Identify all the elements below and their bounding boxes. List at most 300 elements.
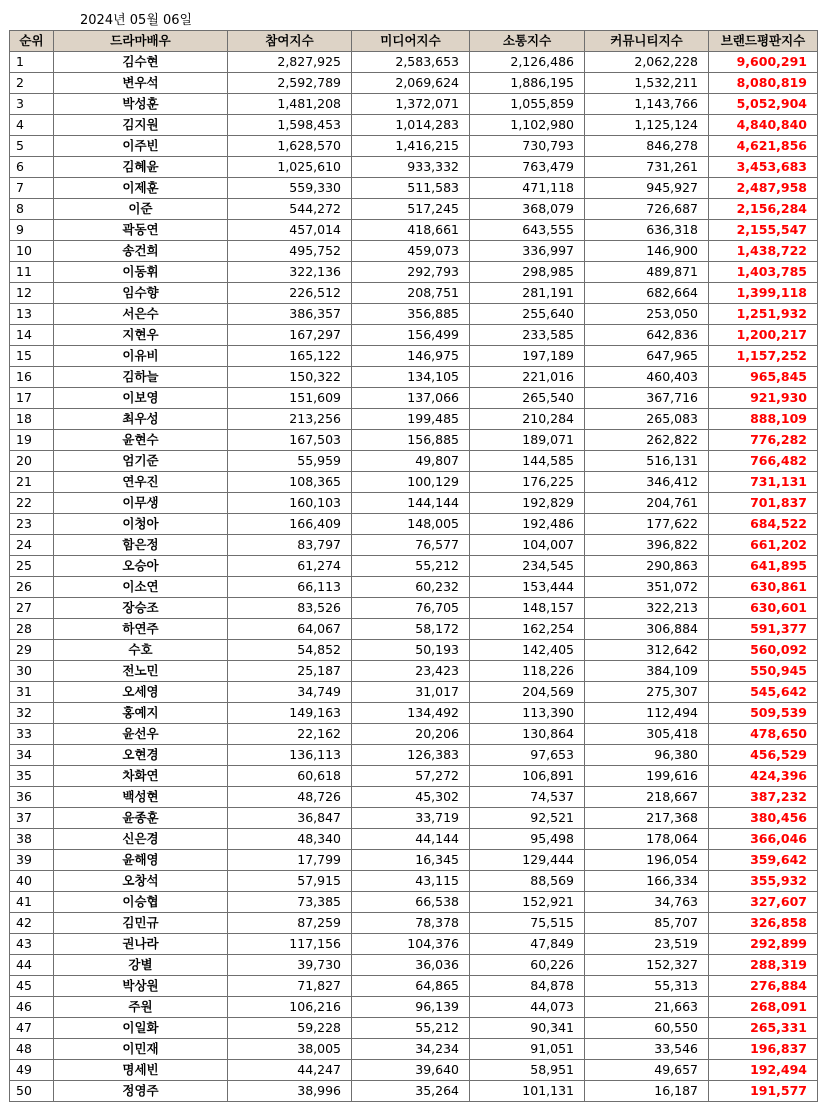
communication-cell: 84,878 — [470, 976, 585, 997]
participation-cell: 150,322 — [228, 367, 352, 388]
table-row — [10, 997, 818, 1018]
brand-reputation-cell: 550,945 — [709, 661, 818, 682]
table-row — [10, 535, 818, 556]
media-cell: 16,345 — [352, 850, 470, 871]
community-cell: 23,519 — [585, 934, 709, 955]
community-cell: 312,642 — [585, 640, 709, 661]
participation-cell: 66,113 — [228, 577, 352, 598]
communication-cell: 75,515 — [470, 913, 585, 934]
table-row — [10, 661, 818, 682]
rank-cell: 35 — [10, 766, 54, 787]
rank-cell: 11 — [10, 262, 54, 283]
actor-name-cell: 전노민 — [54, 661, 228, 682]
actor-name-cell: 하연주 — [54, 619, 228, 640]
community-cell: 265,083 — [585, 409, 709, 430]
communication-cell: 192,829 — [470, 493, 585, 514]
communication-cell: 176,225 — [470, 472, 585, 493]
rank-cell: 40 — [10, 871, 54, 892]
community-cell: 1,125,124 — [585, 115, 709, 136]
media-cell: 66,538 — [352, 892, 470, 913]
community-cell: 34,763 — [585, 892, 709, 913]
brand-reputation-cell: 1,251,932 — [709, 304, 818, 325]
brand-reputation-cell: 509,539 — [709, 703, 818, 724]
actor-name-cell: 윤해영 — [54, 850, 228, 871]
brand-reputation-cell: 766,482 — [709, 451, 818, 472]
brand-reputation-cell: 965,845 — [709, 367, 818, 388]
participation-cell: 60,618 — [228, 766, 352, 787]
media-cell: 144,144 — [352, 493, 470, 514]
table-row — [10, 556, 818, 577]
community-cell: 146,900 — [585, 241, 709, 262]
rank-cell: 26 — [10, 577, 54, 598]
communication-cell: 368,079 — [470, 199, 585, 220]
media-cell: 517,245 — [352, 199, 470, 220]
actor-name-cell: 변우석 — [54, 73, 228, 94]
communication-cell: 152,921 — [470, 892, 585, 913]
participation-cell: 22,162 — [228, 724, 352, 745]
participation-cell: 1,025,610 — [228, 157, 352, 178]
table-row — [10, 241, 818, 262]
community-cell: 49,657 — [585, 1060, 709, 1081]
actor-name-cell: 오현경 — [54, 745, 228, 766]
community-cell: 21,663 — [585, 997, 709, 1018]
participation-cell: 165,122 — [228, 346, 352, 367]
communication-cell: 91,051 — [470, 1039, 585, 1060]
communication-cell: 255,640 — [470, 304, 585, 325]
brand-reputation-cell: 196,837 — [709, 1039, 818, 1060]
media-cell: 45,302 — [352, 787, 470, 808]
media-cell: 418,661 — [352, 220, 470, 241]
media-cell: 35,264 — [352, 1081, 470, 1102]
rank-cell: 50 — [10, 1081, 54, 1102]
ranking-table — [9, 30, 818, 1102]
rank-cell: 30 — [10, 661, 54, 682]
rank-cell: 47 — [10, 1018, 54, 1039]
community-cell: 945,927 — [585, 178, 709, 199]
communication-cell: 148,157 — [470, 598, 585, 619]
table-row — [10, 892, 818, 913]
media-cell: 208,751 — [352, 283, 470, 304]
table-row — [10, 346, 818, 367]
participation-cell: 117,156 — [228, 934, 352, 955]
actor-name-cell: 이보영 — [54, 388, 228, 409]
community-cell: 196,054 — [585, 850, 709, 871]
community-cell: 396,822 — [585, 535, 709, 556]
brand-reputation-cell: 288,319 — [709, 955, 818, 976]
media-cell: 60,232 — [352, 577, 470, 598]
table-row — [10, 325, 818, 346]
brand-reputation-cell: 327,607 — [709, 892, 818, 913]
media-cell: 1,416,215 — [352, 136, 470, 157]
rank-cell: 34 — [10, 745, 54, 766]
media-cell: 96,139 — [352, 997, 470, 1018]
brand-reputation-cell: 560,092 — [709, 640, 818, 661]
table-row — [10, 73, 818, 94]
actor-name-cell: 이무생 — [54, 493, 228, 514]
brand-reputation-cell: 731,131 — [709, 472, 818, 493]
community-cell: 489,871 — [585, 262, 709, 283]
community-cell: 60,550 — [585, 1018, 709, 1039]
brand-reputation-cell: 1,438,722 — [709, 241, 818, 262]
media-cell: 100,129 — [352, 472, 470, 493]
community-cell: 322,213 — [585, 598, 709, 619]
actor-name-cell: 윤종훈 — [54, 808, 228, 829]
media-cell: 126,383 — [352, 745, 470, 766]
brand-reputation-cell: 888,109 — [709, 409, 818, 430]
participation-cell: 34,749 — [228, 682, 352, 703]
table-row — [10, 430, 818, 451]
communication-cell: 88,569 — [470, 871, 585, 892]
table-row — [10, 367, 818, 388]
media-cell: 2,583,653 — [352, 52, 470, 73]
community-cell: 305,418 — [585, 724, 709, 745]
communication-cell: 144,585 — [470, 451, 585, 472]
header-rank: 순위 — [10, 31, 54, 52]
actor-name-cell: 이준 — [54, 199, 228, 220]
community-cell: 460,403 — [585, 367, 709, 388]
table-row — [10, 199, 818, 220]
participation-cell: 38,005 — [228, 1039, 352, 1060]
brand-reputation-cell: 191,577 — [709, 1081, 818, 1102]
brand-reputation-cell: 776,282 — [709, 430, 818, 451]
rank-cell: 48 — [10, 1039, 54, 1060]
table-row — [10, 514, 818, 535]
actor-name-cell: 김하늘 — [54, 367, 228, 388]
community-cell: 33,546 — [585, 1039, 709, 1060]
participation-cell: 44,247 — [228, 1060, 352, 1081]
actor-name-cell: 곽동연 — [54, 220, 228, 241]
rank-cell: 1 — [10, 52, 54, 73]
media-cell: 55,212 — [352, 1018, 470, 1039]
actor-name-cell: 엄기준 — [54, 451, 228, 472]
header-brand-reputation: 브랜드평판지수 — [709, 31, 818, 52]
participation-cell: 39,730 — [228, 955, 352, 976]
media-cell: 1,014,283 — [352, 115, 470, 136]
table-row — [10, 136, 818, 157]
brand-reputation-cell: 268,091 — [709, 997, 818, 1018]
brand-reputation-cell: 456,529 — [709, 745, 818, 766]
rank-cell: 39 — [10, 850, 54, 871]
table-row — [10, 724, 818, 745]
communication-cell: 101,131 — [470, 1081, 585, 1102]
community-cell: 306,884 — [585, 619, 709, 640]
rank-cell: 19 — [10, 430, 54, 451]
communication-cell: 58,951 — [470, 1060, 585, 1081]
table-row — [10, 493, 818, 514]
actor-name-cell: 이동휘 — [54, 262, 228, 283]
actor-name-cell: 이제훈 — [54, 178, 228, 199]
rank-cell: 22 — [10, 493, 54, 514]
actor-name-cell: 장승조 — [54, 598, 228, 619]
actor-name-cell: 오승아 — [54, 556, 228, 577]
participation-cell: 48,726 — [228, 787, 352, 808]
media-cell: 50,193 — [352, 640, 470, 661]
actor-name-cell: 백성현 — [54, 787, 228, 808]
community-cell: 636,318 — [585, 220, 709, 241]
participation-cell: 25,187 — [228, 661, 352, 682]
date-label: 2024년 05월 06일 — [80, 13, 193, 28]
communication-cell: 153,444 — [470, 577, 585, 598]
rank-cell: 38 — [10, 829, 54, 850]
rank-cell: 3 — [10, 94, 54, 115]
actor-name-cell: 신은경 — [54, 829, 228, 850]
community-cell: 682,664 — [585, 283, 709, 304]
participation-cell: 167,297 — [228, 325, 352, 346]
table-row — [10, 1081, 818, 1102]
rank-cell: 28 — [10, 619, 54, 640]
actor-name-cell: 박상원 — [54, 976, 228, 997]
table-row — [10, 871, 818, 892]
participation-cell: 48,340 — [228, 829, 352, 850]
header-actor: 드라마배우 — [54, 31, 228, 52]
rank-cell: 32 — [10, 703, 54, 724]
actor-name-cell: 권나라 — [54, 934, 228, 955]
media-cell: 64,865 — [352, 976, 470, 997]
media-cell: 156,499 — [352, 325, 470, 346]
rank-cell: 15 — [10, 346, 54, 367]
table-row — [10, 913, 818, 934]
table-row — [10, 619, 818, 640]
actor-name-cell: 이일화 — [54, 1018, 228, 1039]
communication-cell: 643,555 — [470, 220, 585, 241]
participation-cell: 559,330 — [228, 178, 352, 199]
participation-cell: 83,526 — [228, 598, 352, 619]
rank-cell: 41 — [10, 892, 54, 913]
table-header-row — [10, 31, 818, 52]
brand-reputation-cell: 292,899 — [709, 934, 818, 955]
actor-name-cell: 이민재 — [54, 1039, 228, 1060]
actor-name-cell: 이유비 — [54, 346, 228, 367]
communication-cell: 60,226 — [470, 955, 585, 976]
header-participation: 참여지수 — [228, 31, 352, 52]
communication-cell: 90,341 — [470, 1018, 585, 1039]
brand-reputation-cell: 478,650 — [709, 724, 818, 745]
participation-cell: 87,259 — [228, 913, 352, 934]
table-row — [10, 115, 818, 136]
participation-cell: 495,752 — [228, 241, 352, 262]
rank-cell: 16 — [10, 367, 54, 388]
community-cell: 846,278 — [585, 136, 709, 157]
rank-cell: 12 — [10, 283, 54, 304]
communication-cell: 763,479 — [470, 157, 585, 178]
actor-name-cell: 김민규 — [54, 913, 228, 934]
community-cell: 1,143,766 — [585, 94, 709, 115]
participation-cell: 322,136 — [228, 262, 352, 283]
rank-cell: 5 — [10, 136, 54, 157]
community-cell: 218,667 — [585, 787, 709, 808]
table-row — [10, 934, 818, 955]
community-cell: 346,412 — [585, 472, 709, 493]
rank-cell: 36 — [10, 787, 54, 808]
brand-reputation-cell: 366,046 — [709, 829, 818, 850]
communication-cell: 1,886,195 — [470, 73, 585, 94]
participation-cell: 54,852 — [228, 640, 352, 661]
rank-cell: 18 — [10, 409, 54, 430]
communication-cell: 95,498 — [470, 829, 585, 850]
actor-name-cell: 명세빈 — [54, 1060, 228, 1081]
rank-cell: 2 — [10, 73, 54, 94]
brand-reputation-cell: 4,621,856 — [709, 136, 818, 157]
brand-reputation-cell: 192,494 — [709, 1060, 818, 1081]
brand-reputation-cell: 4,840,840 — [709, 115, 818, 136]
table-row — [10, 850, 818, 871]
media-cell: 76,705 — [352, 598, 470, 619]
communication-cell: 730,793 — [470, 136, 585, 157]
participation-cell: 64,067 — [228, 619, 352, 640]
rank-cell: 49 — [10, 1060, 54, 1081]
communication-cell: 210,284 — [470, 409, 585, 430]
table-row — [10, 409, 818, 430]
participation-cell: 544,272 — [228, 199, 352, 220]
table-row — [10, 304, 818, 325]
community-cell: 253,050 — [585, 304, 709, 325]
media-cell: 199,485 — [352, 409, 470, 430]
brand-reputation-cell: 545,642 — [709, 682, 818, 703]
rank-cell: 37 — [10, 808, 54, 829]
communication-cell: 234,545 — [470, 556, 585, 577]
media-cell: 137,066 — [352, 388, 470, 409]
rank-cell: 24 — [10, 535, 54, 556]
communication-cell: 204,569 — [470, 682, 585, 703]
communication-cell: 2,126,486 — [470, 52, 585, 73]
table-row — [10, 472, 818, 493]
communication-cell: 74,537 — [470, 787, 585, 808]
brand-reputation-cell: 380,456 — [709, 808, 818, 829]
brand-reputation-cell: 265,331 — [709, 1018, 818, 1039]
community-cell: 290,863 — [585, 556, 709, 577]
rank-cell: 45 — [10, 976, 54, 997]
participation-cell: 386,357 — [228, 304, 352, 325]
rank-cell: 8 — [10, 199, 54, 220]
community-cell: 85,707 — [585, 913, 709, 934]
rank-cell: 23 — [10, 514, 54, 535]
community-cell: 178,064 — [585, 829, 709, 850]
communication-cell: 118,226 — [470, 661, 585, 682]
brand-reputation-cell: 921,930 — [709, 388, 818, 409]
media-cell: 58,172 — [352, 619, 470, 640]
participation-cell: 166,409 — [228, 514, 352, 535]
brand-reputation-cell: 8,080,819 — [709, 73, 818, 94]
table-row — [10, 787, 818, 808]
table-row — [10, 640, 818, 661]
community-cell: 96,380 — [585, 745, 709, 766]
media-cell: 36,036 — [352, 955, 470, 976]
brand-reputation-cell: 684,522 — [709, 514, 818, 535]
community-cell: 275,307 — [585, 682, 709, 703]
brand-reputation-cell: 424,396 — [709, 766, 818, 787]
table-row — [10, 745, 818, 766]
media-cell: 933,332 — [352, 157, 470, 178]
rank-cell: 7 — [10, 178, 54, 199]
table-row — [10, 976, 818, 997]
actor-name-cell: 오세영 — [54, 682, 228, 703]
media-cell: 511,583 — [352, 178, 470, 199]
brand-reputation-cell: 1,157,252 — [709, 346, 818, 367]
communication-cell: 129,444 — [470, 850, 585, 871]
actor-name-cell: 최우성 — [54, 409, 228, 430]
media-cell: 49,807 — [352, 451, 470, 472]
participation-cell: 106,216 — [228, 997, 352, 1018]
participation-cell: 160,103 — [228, 493, 352, 514]
media-cell: 156,885 — [352, 430, 470, 451]
table-row — [10, 220, 818, 241]
table-row — [10, 178, 818, 199]
rank-cell: 20 — [10, 451, 54, 472]
actor-name-cell: 윤선우 — [54, 724, 228, 745]
participation-cell: 167,503 — [228, 430, 352, 451]
brand-reputation-cell: 387,232 — [709, 787, 818, 808]
brand-reputation-cell: 326,858 — [709, 913, 818, 934]
rank-cell: 4 — [10, 115, 54, 136]
brand-reputation-cell: 2,156,284 — [709, 199, 818, 220]
media-cell: 459,073 — [352, 241, 470, 262]
brand-reputation-cell: 2,155,547 — [709, 220, 818, 241]
table-row — [10, 808, 818, 829]
table-row — [10, 94, 818, 115]
actor-name-cell: 김지원 — [54, 115, 228, 136]
rank-cell: 43 — [10, 934, 54, 955]
table-row — [10, 451, 818, 472]
participation-cell: 2,827,925 — [228, 52, 352, 73]
actor-name-cell: 강별 — [54, 955, 228, 976]
media-cell: 356,885 — [352, 304, 470, 325]
actor-name-cell: 수호 — [54, 640, 228, 661]
brand-reputation-cell: 5,052,904 — [709, 94, 818, 115]
rank-cell: 27 — [10, 598, 54, 619]
actor-name-cell: 김혜윤 — [54, 157, 228, 178]
brand-reputation-cell: 591,377 — [709, 619, 818, 640]
brand-reputation-cell: 701,837 — [709, 493, 818, 514]
brand-reputation-cell: 9,600,291 — [709, 52, 818, 73]
participation-cell: 71,827 — [228, 976, 352, 997]
media-cell: 146,975 — [352, 346, 470, 367]
communication-cell: 162,254 — [470, 619, 585, 640]
table-row — [10, 682, 818, 703]
table-row — [10, 703, 818, 724]
participation-cell: 2,592,789 — [228, 73, 352, 94]
media-cell: 1,372,071 — [352, 94, 470, 115]
actor-name-cell: 지현우 — [54, 325, 228, 346]
community-cell: 516,131 — [585, 451, 709, 472]
community-cell: 726,687 — [585, 199, 709, 220]
participation-cell: 83,797 — [228, 535, 352, 556]
participation-cell: 57,915 — [228, 871, 352, 892]
actor-name-cell: 임수향 — [54, 283, 228, 304]
communication-cell: 192,486 — [470, 514, 585, 535]
community-cell: 112,494 — [585, 703, 709, 724]
participation-cell: 136,113 — [228, 745, 352, 766]
media-cell: 134,105 — [352, 367, 470, 388]
rank-cell: 31 — [10, 682, 54, 703]
actor-name-cell: 오창석 — [54, 871, 228, 892]
brand-reputation-cell: 1,403,785 — [709, 262, 818, 283]
communication-cell: 44,073 — [470, 997, 585, 1018]
table-row — [10, 1060, 818, 1081]
community-cell: 16,187 — [585, 1081, 709, 1102]
rank-cell: 29 — [10, 640, 54, 661]
table-row — [10, 283, 818, 304]
media-cell: 55,212 — [352, 556, 470, 577]
table-row — [10, 262, 818, 283]
actor-name-cell: 김수현 — [54, 52, 228, 73]
media-cell: 44,144 — [352, 829, 470, 850]
rank-cell: 6 — [10, 157, 54, 178]
media-cell: 57,272 — [352, 766, 470, 787]
participation-cell: 149,163 — [228, 703, 352, 724]
participation-cell: 457,014 — [228, 220, 352, 241]
brand-reputation-cell: 641,895 — [709, 556, 818, 577]
media-cell: 78,378 — [352, 913, 470, 934]
